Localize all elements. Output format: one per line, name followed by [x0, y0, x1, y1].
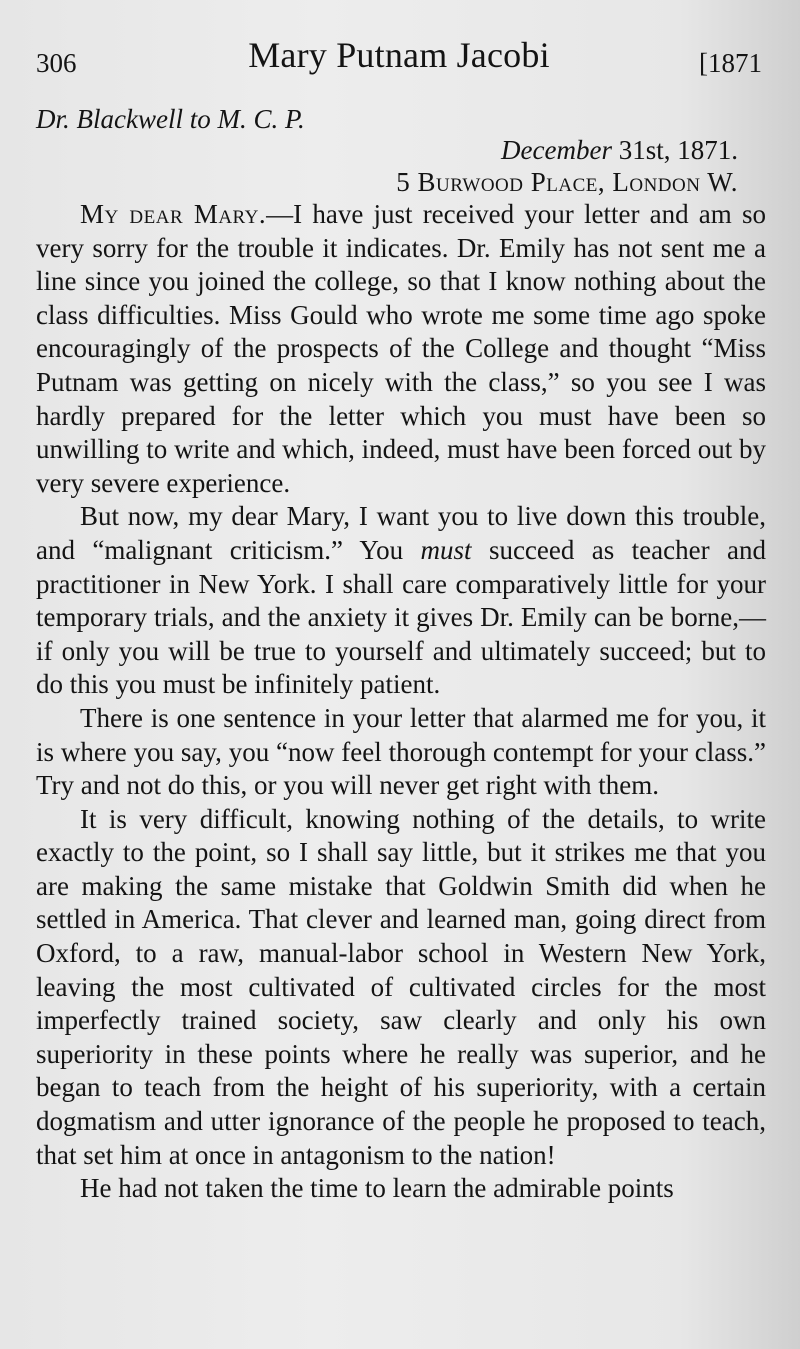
letter-date-month: December	[501, 135, 612, 165]
paragraph-2	[36, 500, 766, 702]
page-number: 306	[36, 48, 77, 78]
paragraph-2-after: succeed as teacher and practitioner in New York. I shall care comparatively little for your temporary trials, and the anxiety it gives Dr. Emily can be borne,—if only you will be true to yourself and ultimately succeed; but to do this you must be infinitely patient.	[36, 534, 766, 700]
running-title: Mary Putnam Jacobi	[248, 35, 550, 75]
page-header	[36, 34, 762, 84]
paragraph-5: He had not taken the time to learn the admirable points	[80, 1173, 674, 1204]
letter-date-rest: 31st, 1871.	[611, 135, 738, 165]
paragraph-1-text: —I have just received your letter and am so very sorry for the trouble it indicates. Dr. Emily has not sent me a line since you joined the college, so that I know nothing about the class difficulties. Miss Gould who wrote me some time ago spoke encouragingly of the prospects of the College and thought “Miss Putnam was getting on nicely with the class,” so you see I was hardly prepared for the letter which you must have been so unwilling to write and which, indeed, must have been forced out by very severe experience.	[36, 199, 766, 498]
paragraph-2-emphasis: must	[420, 534, 472, 565]
header-year: [1871	[699, 48, 762, 78]
paragraph-4: It is very difficult, knowing nothing of the details, to write exactly to the point, so I shall say little, but it strikes me that you are making the same mistake that Goldwin Smith did when he settled in America. That clever and learned man, going direct from Oxford, to a raw, manual-labor school in Western New York, leaving the most cultivated of cultivated circles for the most imperfectly trained society, saw clearly and only his own superiority in these points where he really was superior, and he began to teach from the height of his superiority, with a certain dogmatism and utter ignorance of the people he proposed to teach, that set him at once in antagonism to the nation!	[36, 803, 766, 1170]
letter-address: 5 Burwood Place, London W.	[396, 167, 738, 197]
salutation: My dear Mary.	[80, 199, 267, 229]
paragraph-1	[36, 198, 766, 500]
paragraph-3: There is one sentence in your letter that alarmed me for you, it is where you say, you “now feel thorough contempt for your class.” Try and not do this, or you will never get right with them.	[36, 702, 766, 801]
paragraph-2-before: But now, my dear Mary, I want you to live down this trouble, and “malignant criticism.” You	[36, 501, 766, 565]
letter-heading: Dr. Blackwell to M. C. P.	[36, 104, 305, 134]
letter-date	[501, 135, 738, 166]
letter-body	[36, 198, 766, 1206]
